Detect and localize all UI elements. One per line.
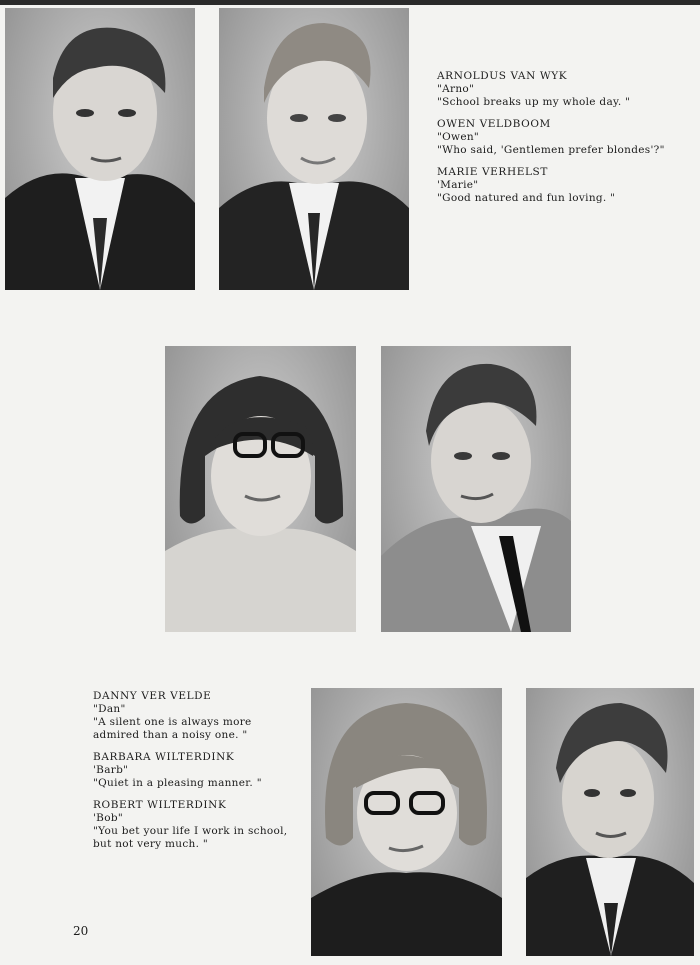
caption-entry xyxy=(437,70,677,109)
caption-entry xyxy=(437,118,677,157)
portrait-photo-danny-ver-velde xyxy=(381,346,571,632)
caption-entry xyxy=(437,166,677,205)
student-quote: "School breaks up my whole day. " xyxy=(437,96,631,108)
student-nickname: 'Bob" xyxy=(93,812,123,824)
student-nickname: 'Marie" xyxy=(437,179,479,191)
student-nickname: "Arno" xyxy=(437,83,475,95)
student-name: MARIE VERHELST xyxy=(437,166,548,178)
top-edge xyxy=(0,0,700,5)
portrait-photo-robert-wilterdink xyxy=(526,688,694,956)
student-quote: "Good natured and fun loving. " xyxy=(437,192,616,204)
student-name: ROBERT WILTERDINK xyxy=(93,799,227,811)
page-number: 20 xyxy=(73,924,89,938)
caption-entry xyxy=(93,799,298,851)
student-quote: "Quiet in a pleasing manner. " xyxy=(93,777,262,789)
portrait-photo-owen-veldboom xyxy=(219,8,409,290)
student-nickname: 'Barb" xyxy=(93,764,129,776)
caption-entry xyxy=(93,690,298,742)
captions-top xyxy=(437,70,677,214)
student-name: ARNOLDUS VAN WYK xyxy=(437,70,568,82)
portrait-photo-barbara-wilterdink xyxy=(311,688,502,956)
student-name: BARBARA WILTERDINK xyxy=(93,751,235,763)
student-quote: "You bet your life I work in school, but not very much. " xyxy=(93,825,288,850)
student-quote: "A silent one is always more admired than a noisy one. " xyxy=(93,716,252,741)
student-quote: "Who said, 'Gentlemen prefer blondes'?" xyxy=(437,144,665,156)
portrait-photo-arnoldus-van-wyk xyxy=(5,8,195,290)
student-nickname: "Dan" xyxy=(93,703,126,715)
student-name: DANNY VER VELDE xyxy=(93,690,212,702)
student-name: OWEN VELDBOOM xyxy=(437,118,551,130)
portrait-photo-marie-verhelst xyxy=(165,346,356,632)
captions-bottom xyxy=(93,690,298,860)
student-nickname: "Owen" xyxy=(437,131,480,143)
caption-entry xyxy=(93,751,298,790)
